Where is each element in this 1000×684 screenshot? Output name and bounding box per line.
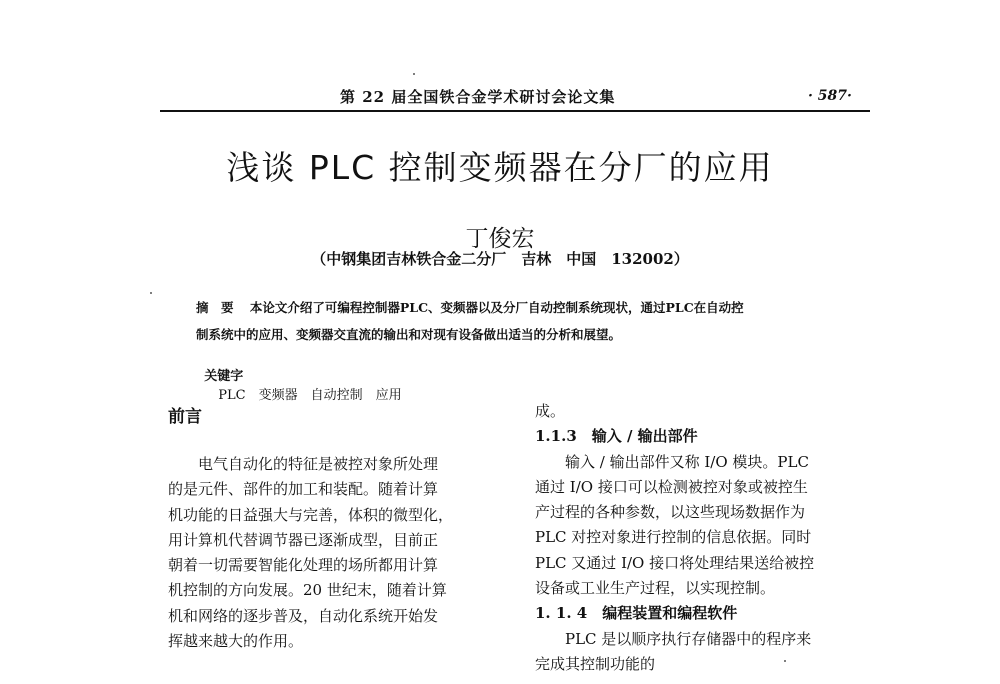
body-line: 电气自动化的特征是被控对象所处理	[168, 455, 439, 473]
author-name: 丁俊宏	[465, 226, 535, 252]
article-title: 浅谈 PLC 控制变频器在分厂的应用	[226, 148, 774, 187]
abstract-text-1: 本论文介绍了可编程控制器PLC、变频器以及分厂自动控制系统现状，通过PLC在自动控	[249, 300, 744, 315]
body-line: 完成其控制功能的	[535, 654, 656, 673]
body-line: 产过程的各种参数，以这些现场数据作为	[535, 503, 806, 522]
abstract-label: 摘 要	[196, 300, 234, 315]
left-column-body	[168, 452, 488, 654]
body-line: 成。	[535, 402, 566, 420]
body-line: PLC 又通过 I/O 接口将处理结果送给被控	[535, 553, 815, 572]
subsection-title-io: 1.1.3 输入 / 输出部件	[535, 427, 698, 446]
section-title-preface: 前言	[168, 407, 202, 427]
body-line: 机功能的日益强大与完善，体积的微型化，	[168, 505, 454, 524]
body-line: 通过 I/O 接口可以检测被控对象或被控生	[535, 477, 808, 496]
right-column-body	[535, 399, 865, 677]
body-line: 挥越来越大的作用。	[168, 632, 304, 651]
scan-speck	[784, 660, 786, 662]
author-affiliation: （中钢集团吉林铁合金二分厂 吉林 中国 132002）	[311, 250, 689, 268]
abstract-line-2: 制系统中的应用、变频器交直流的输出和对现有设备做出适当的分析和展望。	[196, 327, 622, 342]
body-line: 用计算机代替调节器已逐渐成型，目前正	[168, 530, 439, 549]
keywords-text: PLC 变频器 自动控制 应用	[218, 388, 402, 403]
keywords-label: 关键字	[204, 369, 244, 384]
body-line: 机和网络的逐步普及，自动化系统开始发	[168, 606, 439, 625]
body-line: 朝着一切需要智能化处理的场所都用计算	[168, 556, 439, 575]
body-line: 机控制的方向发展。20 世纪末，随着计算	[168, 581, 447, 600]
body-line: PLC 是以顺序执行存储器中的程序来	[535, 629, 812, 648]
abstract-line-1	[196, 298, 744, 316]
body-line: 的是元件、部件的加工和装配。随着计算	[168, 480, 439, 499]
proceedings-title: 第 22 届全国铁合金学术研讨会论文集	[340, 88, 616, 106]
subsection-title-programming: 1. 1. 4 编程装置和编程软件	[535, 604, 738, 623]
scan-speck	[150, 292, 152, 294]
header-rule	[160, 110, 870, 112]
keywords-line	[196, 350, 402, 403]
scan-speck	[413, 73, 415, 75]
body-line: 输入 / 输出部件又称 I/O 模块。PLC	[535, 452, 809, 471]
body-line: PLC 对控对象进行控制的信息依据。同时	[535, 528, 812, 547]
body-line: 设备或工业生产过程，以实现控制。	[535, 579, 776, 598]
page-number: · 587·	[808, 88, 852, 104]
